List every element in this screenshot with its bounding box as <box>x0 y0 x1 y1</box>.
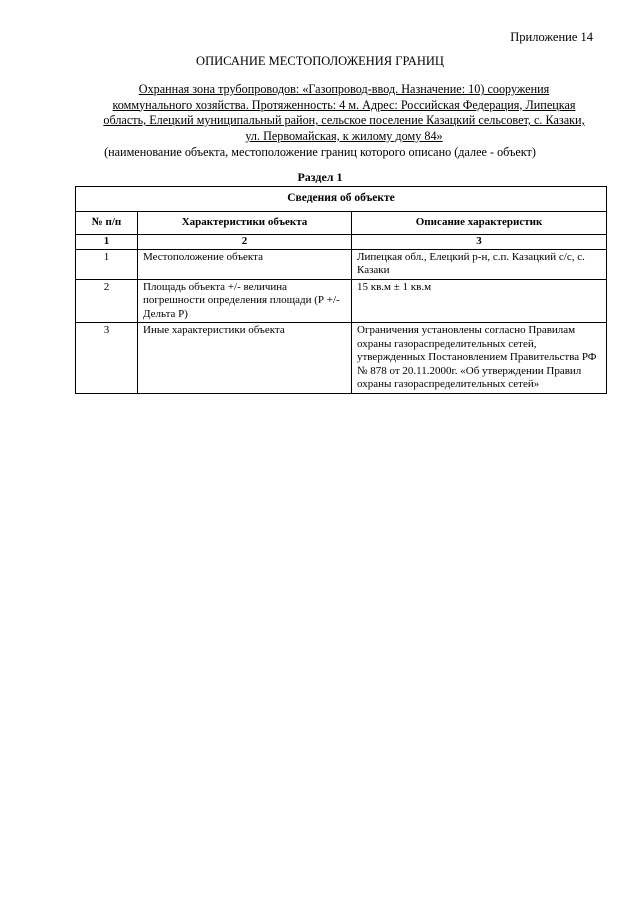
appendix-label: Приложение 14 <box>510 30 593 44</box>
row-description: 15 кв.м ± 1 кв.м <box>352 279 607 323</box>
column-number-row <box>76 235 607 250</box>
table-row <box>76 249 607 279</box>
row-characteristic: Площадь объекта +/- величина погрешности определения площади (Р +/- Дельта Р) <box>138 279 352 323</box>
column-header-characteristic: Характеристики объекта <box>138 212 352 235</box>
table-row <box>76 323 607 394</box>
column-number: 1 <box>76 235 138 250</box>
table-caption: Сведения об объекте <box>76 187 607 212</box>
row-number: 3 <box>76 323 138 394</box>
table-caption-row <box>76 187 607 212</box>
column-number: 3 <box>352 235 607 250</box>
object-description-line: ул. Первомайская, к жилому дому 84» <box>245 128 443 143</box>
object-description-line: Охранная зона трубопроводов: «Газопровод-ввод. Назначение: 10) сооружения <box>138 82 550 96</box>
column-header-num: № п/п <box>76 212 138 235</box>
row-description: Липецкая обл., Елецкий р-н, с.п. Казацкий с/с, с. Казаки <box>352 249 607 279</box>
table-row <box>76 279 607 323</box>
object-description-line: коммунального хозяйства. Протяженность: 4 м. Адрес: Российская Федерация, Липецкая <box>112 97 576 112</box>
row-number: 2 <box>76 279 138 323</box>
table-header-row <box>76 212 607 235</box>
object-info-table <box>75 186 607 394</box>
row-description: Ограничения установлены согласно Правилам охраны газораспределительных сетей, утвержденных Постановлением Правительства РФ № 878 от 20.11.2000г. «Об утверждении Правил охраны газораспределительных сетей» <box>352 323 607 394</box>
object-description-line: область, Елецкий муниципальный район, сельское поселение Казацкий сельсовет, с. Казаки, <box>103 113 585 128</box>
object-description <box>84 82 604 144</box>
column-header-description: Описание характеристик <box>352 212 607 235</box>
section-title: Раздел 1 <box>297 170 343 184</box>
row-number: 1 <box>76 249 138 279</box>
document-title: ОПИСАНИЕ МЕСТОПОЛОЖЕНИЯ ГРАНИЦ <box>196 54 444 68</box>
column-number: 2 <box>138 235 352 250</box>
row-characteristic: Местоположение объекта <box>138 249 352 279</box>
object-caption: (наименование объекта, местоположение границ которого описано (далее - объект) <box>104 145 536 159</box>
row-characteristic: Иные характеристики объекта <box>138 323 352 394</box>
